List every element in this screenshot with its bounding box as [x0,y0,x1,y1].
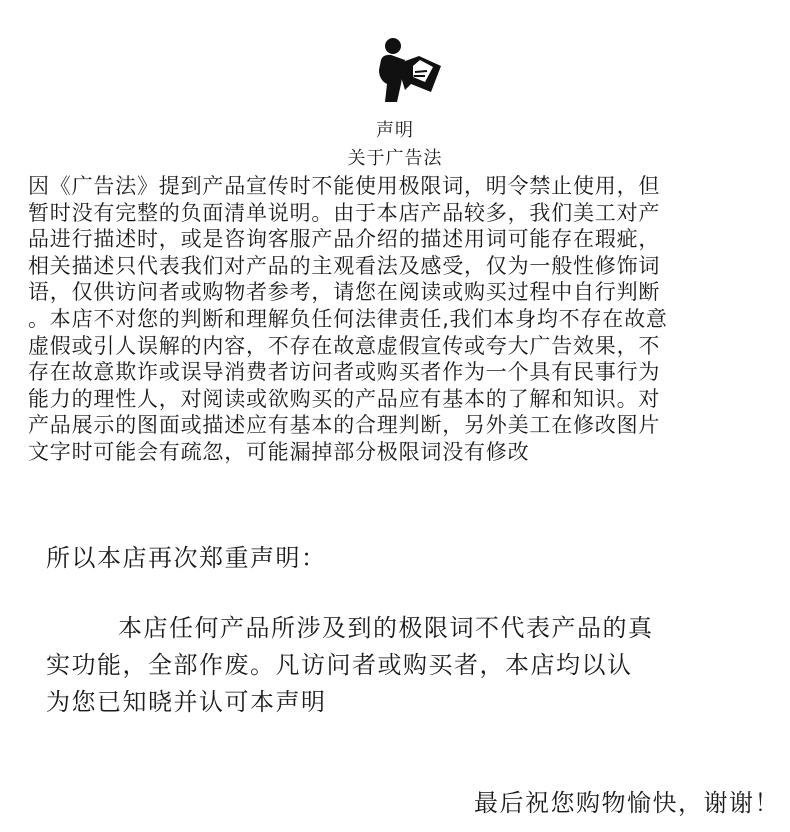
body-line: 暂时没有完整的负面清单说明。由于本店产品较多，我们美工对产 [28,200,661,225]
body-line: 存在故意欺诈或误导消费者访问者或购买者作为一个具有民事行为 [28,360,661,385]
disclaimer-body [28,173,780,466]
body-line: 语，仅供访问者或购物者参考，请您在阅读或购买过程中自行判断 [28,280,661,305]
body-line: 。本店不对您的判断和理解负任何法律责任,我们本身均不存在故意 [28,306,668,331]
declaration-body [46,610,776,721]
body-line: 产品展示的图面或描述应有基本的合理判断，另外美工在修改图片 [28,413,661,438]
closing-message: 最后祝您购物愉快，谢谢！ [474,789,780,817]
page-subtitle: 关于广告法 [347,148,443,169]
body-line: 相关描述只代表我们对产品的主观看法及感受，仅为一般性修饰词 [28,253,661,278]
body-line: 虚假或引人误解的内容，不存在故意虚假宣传或夸大广告效果，不 [28,333,661,358]
declaration-heading: 所以本店再次郑重声明： [46,544,327,572]
declaration-line: 实功能，全部作废。凡访问者或购买者，本店均以认 [46,651,633,679]
body-line: 文字时可能会有疏忽，可能漏掉部分极限词没有修改 [28,439,530,464]
declaration-line: 本店任何产品所涉及到的极限词不代表产品的真 [118,614,654,642]
body-line: 品进行描述时，或是咨询客服产品介绍的描述用词可能存在瑕疵， [28,227,661,252]
page-title: 声明 [376,120,414,141]
body-line: 因《广告法》提到产品宣传时不能使用极限词，明令禁止使用，但 [28,174,661,198]
reading-person-icon [375,36,445,106]
declaration-line: 为您已知晓并认可本声明 [46,688,327,716]
body-line: 能力的理性人，对阅读或欲购买的产品应有基本的了解和知识。对 [28,386,661,411]
